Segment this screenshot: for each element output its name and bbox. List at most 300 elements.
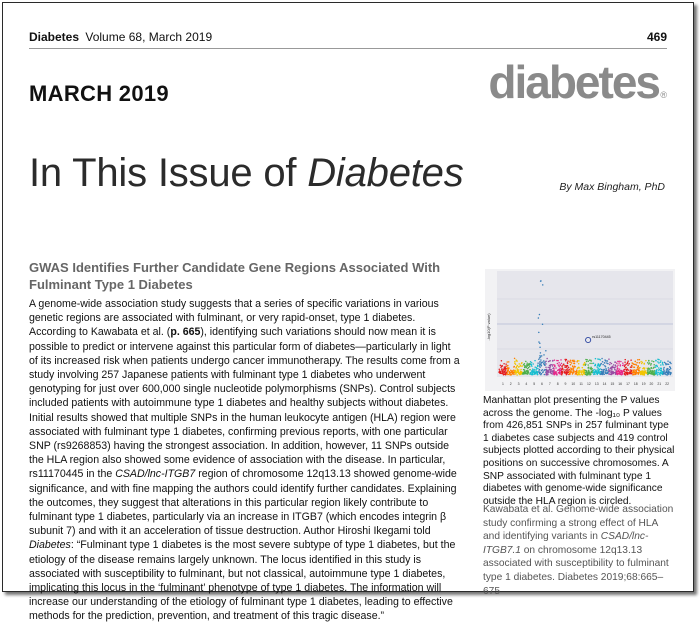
snp-point bbox=[540, 356, 542, 358]
snp-point bbox=[537, 374, 539, 376]
snp-point bbox=[616, 366, 618, 368]
snp-point bbox=[554, 364, 556, 366]
snp-point bbox=[670, 362, 672, 364]
snp-point bbox=[581, 370, 583, 372]
snp-point bbox=[648, 360, 650, 362]
snp-point bbox=[574, 366, 576, 368]
snp-point bbox=[644, 367, 646, 369]
snp-point bbox=[518, 363, 520, 365]
snp-point bbox=[647, 369, 649, 371]
snp-point bbox=[524, 366, 526, 368]
snp-point bbox=[570, 369, 572, 371]
snp-point bbox=[634, 369, 636, 371]
x-tick-label: 21 bbox=[657, 382, 662, 386]
snp-point bbox=[662, 362, 664, 364]
x-tick-label: 3 bbox=[517, 382, 520, 386]
snp-point bbox=[552, 360, 554, 362]
x-tick-label: 6 bbox=[541, 382, 543, 386]
body-part-2: ), identifying such variations should now mean it is possible to predict or intervene against this particular form of diabetes—particularly in light of its increased risk when patients undergo cancer immunotherapy. The results come from a study involving 257 Japanese patients with fulminant type 1 diabetes who underwent genotyping for just over 600,000 single nucleotide polymorphisms (SNPs). Control subjects included patients with autoimmune type 1 diabetes and healthy subjects without diabetes. Initial results showed that multiple SNPs in the human leukocyte antigen (HLA) region were associated with fulminant type 1 diabetes, confirming previous reports, with one particular SNP (rs9268853) having the strongest association. In addition, however, 11 SNPs outside the HLA region also showed some evidence of association with the disease. In particular, rs11170445 in the bbox=[29, 326, 460, 481]
snp-point bbox=[624, 361, 626, 363]
snp-point bbox=[534, 370, 536, 372]
snp-point bbox=[648, 363, 650, 365]
snp-point bbox=[543, 360, 545, 362]
snp-point bbox=[567, 362, 569, 364]
snp-point bbox=[608, 369, 610, 371]
x-tick-label: 13 bbox=[594, 382, 599, 386]
snp-point bbox=[590, 368, 592, 370]
snp-point bbox=[514, 358, 516, 360]
snp-point bbox=[543, 354, 545, 356]
snp-point bbox=[575, 373, 577, 375]
snp-point bbox=[504, 373, 506, 375]
snp-point bbox=[670, 372, 672, 374]
snp-point bbox=[597, 366, 599, 368]
snp-point bbox=[530, 373, 532, 375]
snp-point bbox=[561, 374, 563, 376]
snp-point bbox=[566, 369, 568, 371]
snp-point bbox=[658, 373, 660, 375]
snp-point bbox=[558, 366, 560, 368]
snp-point bbox=[545, 372, 547, 374]
snp-point bbox=[579, 371, 581, 373]
snp-point bbox=[653, 370, 655, 372]
snp-point bbox=[542, 284, 544, 286]
snp-point bbox=[533, 363, 535, 365]
snp-point bbox=[655, 365, 657, 367]
snp-point bbox=[623, 371, 625, 373]
snp-point bbox=[503, 369, 505, 371]
page-title bbox=[29, 151, 464, 196]
x-tick-label: 22 bbox=[665, 382, 669, 386]
snp-point bbox=[655, 372, 657, 374]
snp-point bbox=[544, 374, 546, 376]
snp-point bbox=[567, 360, 569, 362]
snp-point bbox=[539, 343, 541, 345]
snp-point bbox=[540, 364, 542, 366]
snp-point bbox=[624, 364, 626, 366]
snp-point bbox=[641, 363, 643, 365]
snp-point bbox=[602, 364, 604, 366]
snp-point bbox=[655, 366, 657, 368]
snp-point bbox=[535, 369, 537, 371]
snp-point bbox=[627, 372, 629, 374]
snp-point bbox=[510, 374, 512, 376]
snp-point bbox=[569, 361, 571, 363]
snp-point bbox=[616, 372, 618, 374]
snp-point bbox=[660, 364, 662, 366]
snp-point bbox=[564, 359, 566, 361]
snp-point bbox=[539, 361, 541, 363]
snp-point bbox=[618, 370, 620, 372]
snp-point bbox=[626, 372, 628, 374]
snp-point bbox=[521, 363, 523, 365]
body-part-3: region of chromosome 12q13.13 showed genome-wide significance, and with fine mapping the authors could identify further candidates. Explaining the outcomes, they suggest that alterations in this particular region likely contribute to fulminant type 1 diabetes, particularly via an increase in ITGB7 (which encodes integrin β subunit 7) and with it an acceleration of tissue destruction. Author Hiroshi Ikegami told bbox=[29, 468, 457, 538]
snp-point bbox=[653, 364, 655, 366]
snp-point bbox=[660, 370, 662, 372]
snp-point bbox=[552, 373, 554, 375]
snp-point bbox=[553, 373, 555, 375]
snp-point bbox=[658, 369, 660, 371]
snp-point bbox=[514, 366, 516, 368]
snp-point bbox=[514, 361, 516, 363]
snp-point bbox=[592, 372, 594, 374]
snp-point bbox=[535, 370, 537, 372]
snp-point bbox=[511, 371, 513, 373]
snp-point bbox=[542, 324, 544, 326]
snp-point bbox=[608, 373, 610, 375]
journal-logo: diabetes bbox=[488, 56, 659, 108]
x-tick-label: 9 bbox=[564, 382, 567, 386]
snp-point bbox=[503, 363, 505, 365]
snp-point bbox=[585, 365, 587, 367]
snp-point bbox=[663, 372, 665, 374]
snp-point bbox=[585, 359, 587, 361]
snp-point bbox=[591, 363, 593, 365]
snp-point bbox=[540, 359, 542, 361]
snp-point bbox=[635, 361, 637, 363]
snp-point bbox=[582, 367, 584, 369]
snp-point bbox=[663, 368, 665, 370]
header-divider bbox=[29, 48, 667, 49]
snp-point bbox=[644, 372, 646, 374]
page bbox=[2, 2, 694, 623]
snp-point bbox=[541, 355, 543, 357]
snp-point bbox=[500, 371, 502, 373]
snp-point bbox=[619, 372, 621, 374]
snp-point bbox=[532, 368, 534, 370]
snp-point bbox=[633, 366, 635, 368]
snp-point bbox=[588, 369, 590, 371]
snp-point bbox=[618, 362, 620, 364]
snp-point bbox=[525, 361, 527, 363]
snp-point bbox=[620, 361, 622, 363]
snp-point bbox=[582, 374, 584, 376]
snp-point bbox=[499, 372, 501, 374]
body-part-1: A genome-wide association study suggests that a series of specific variations in various genetic regions are associated with fulminant, or very rapid-onset, type 1 diabetes. According to Kawabata et al. ( bbox=[29, 298, 439, 339]
snp-point bbox=[622, 373, 624, 375]
page-number: 469 bbox=[646, 30, 667, 44]
snp-point bbox=[584, 372, 586, 374]
snp-point bbox=[564, 372, 566, 374]
y-axis-label: -log10(P value) bbox=[486, 313, 491, 341]
snp-point bbox=[573, 359, 575, 361]
snp-point bbox=[563, 363, 565, 365]
snp-point bbox=[607, 363, 609, 365]
article-title: GWAS Identifies Further Candidate Gene Regions Associated With Fulminant Type 1 Diabetes bbox=[29, 260, 441, 292]
snp-point bbox=[522, 365, 524, 367]
snp-point bbox=[553, 368, 555, 370]
snp-point bbox=[540, 280, 542, 282]
snp-point bbox=[651, 370, 653, 372]
snp-point bbox=[655, 360, 657, 362]
snp-point bbox=[655, 370, 657, 372]
snp-point bbox=[617, 361, 619, 363]
snp-point bbox=[667, 360, 669, 362]
snp-point bbox=[651, 360, 653, 362]
snp-point bbox=[523, 373, 525, 375]
snp-point bbox=[594, 373, 596, 375]
snp-point bbox=[541, 370, 543, 372]
snp-point bbox=[507, 365, 509, 367]
snp-point bbox=[662, 364, 664, 366]
snp-point bbox=[627, 368, 629, 370]
snp-point bbox=[549, 368, 551, 370]
snp-point bbox=[625, 372, 627, 374]
snp-point bbox=[628, 369, 630, 371]
snp-point bbox=[561, 363, 563, 365]
snp-point bbox=[650, 372, 652, 374]
snp-point bbox=[651, 367, 653, 369]
snp-point bbox=[661, 368, 663, 370]
snp-point bbox=[508, 361, 510, 363]
snp-point bbox=[499, 369, 501, 371]
snp-point bbox=[538, 317, 540, 319]
volume-info: Volume 68, March 2019 bbox=[85, 30, 213, 44]
snp-point bbox=[620, 364, 622, 366]
snp-point bbox=[653, 373, 655, 375]
snp-point bbox=[565, 372, 567, 374]
snp-point bbox=[560, 359, 562, 361]
snp-point bbox=[532, 373, 534, 375]
snp-point bbox=[545, 367, 547, 369]
snp-point bbox=[558, 364, 560, 366]
snp-point bbox=[520, 364, 522, 366]
page-reference-link[interactable]: p. 665 bbox=[170, 326, 201, 339]
snp-point bbox=[567, 370, 569, 372]
snp-point bbox=[639, 362, 641, 364]
snp-point bbox=[545, 360, 547, 362]
snp-point bbox=[508, 374, 510, 376]
snp-point bbox=[523, 371, 525, 373]
snp-point bbox=[640, 361, 642, 363]
x-tick-label: 11 bbox=[579, 382, 583, 386]
snp-point bbox=[667, 363, 669, 365]
snp-point bbox=[516, 374, 518, 376]
snp-point bbox=[605, 360, 607, 362]
snp-point bbox=[640, 371, 642, 373]
snp-point bbox=[546, 374, 548, 376]
snp-point bbox=[578, 363, 580, 365]
snp-point bbox=[667, 368, 669, 370]
x-tick-label: 18 bbox=[633, 382, 638, 386]
snp-point bbox=[541, 362, 543, 364]
snp-point bbox=[531, 365, 533, 367]
snp-point bbox=[614, 372, 616, 374]
snp-point bbox=[564, 366, 566, 368]
snp-point bbox=[528, 372, 530, 374]
snp-point bbox=[519, 374, 521, 376]
x-tick-label: 4 bbox=[525, 382, 528, 386]
snp-point bbox=[601, 358, 603, 360]
snp-point bbox=[522, 373, 524, 375]
snp-point bbox=[517, 365, 519, 367]
snp-point bbox=[559, 373, 561, 375]
snp-point bbox=[602, 361, 604, 363]
snp-point bbox=[664, 370, 666, 372]
snp-point bbox=[639, 359, 641, 361]
snp-point bbox=[648, 373, 650, 375]
snp-point bbox=[596, 370, 598, 372]
snp-point bbox=[608, 367, 610, 369]
snp-point bbox=[554, 359, 556, 361]
x-tick-label: 16 bbox=[618, 382, 623, 386]
snp-point bbox=[658, 362, 660, 364]
snp-point bbox=[577, 360, 579, 362]
snp-point bbox=[586, 370, 588, 372]
snp-point bbox=[559, 368, 561, 370]
snp-point bbox=[555, 367, 557, 369]
snp-point bbox=[564, 365, 566, 367]
snp-point bbox=[604, 362, 606, 364]
snp-point bbox=[513, 372, 515, 374]
snp-point bbox=[517, 370, 519, 372]
snp-point bbox=[660, 374, 662, 376]
reference-part-2: on chromosome 12q13.13 associated with susceptibility to fulminant type 1 diabetes. Diabetes 2019;68:665–675 bbox=[483, 544, 669, 597]
snp-point bbox=[505, 363, 507, 365]
snp-point bbox=[539, 314, 541, 316]
snp-point bbox=[604, 374, 606, 376]
x-tick-label: 5 bbox=[533, 382, 536, 386]
x-tick-label: 2 bbox=[509, 382, 512, 386]
snp-point bbox=[650, 364, 652, 366]
snp-point bbox=[603, 369, 605, 371]
snp-point bbox=[611, 367, 613, 369]
snp-point bbox=[622, 365, 624, 367]
snp-point bbox=[559, 370, 561, 372]
snp-point bbox=[667, 369, 669, 371]
highlighted-snp-label: rs11170445 bbox=[592, 335, 611, 339]
snp-point bbox=[581, 372, 583, 374]
snp-point bbox=[567, 365, 569, 367]
snp-point bbox=[539, 372, 541, 374]
snp-point bbox=[570, 367, 572, 369]
snp-point bbox=[515, 364, 517, 366]
snp-point bbox=[627, 364, 629, 366]
snp-point bbox=[526, 370, 528, 372]
snp-point bbox=[505, 369, 507, 371]
snp-point bbox=[588, 372, 590, 374]
snp-point bbox=[561, 365, 563, 367]
snp-point bbox=[605, 366, 607, 368]
snp-point bbox=[642, 370, 644, 372]
snp-point bbox=[663, 367, 665, 369]
snp-point bbox=[647, 362, 649, 364]
snp-point bbox=[657, 372, 659, 374]
snp-point bbox=[562, 371, 564, 373]
x-tick-label: 10 bbox=[571, 382, 576, 386]
snp-point bbox=[595, 358, 597, 360]
article-body bbox=[29, 297, 461, 624]
snp-point bbox=[547, 372, 549, 374]
snp-point bbox=[570, 364, 572, 366]
snp-point bbox=[501, 365, 503, 367]
snp-point bbox=[546, 358, 548, 360]
snp-point bbox=[600, 364, 602, 366]
snp-point bbox=[635, 369, 637, 371]
snp-point bbox=[526, 367, 528, 369]
snp-point bbox=[667, 372, 669, 374]
snp-point bbox=[562, 369, 564, 371]
snp-point bbox=[606, 370, 608, 372]
snp-point bbox=[515, 372, 517, 374]
snp-point bbox=[566, 374, 568, 376]
snp-point bbox=[568, 367, 570, 369]
snp-point bbox=[506, 373, 508, 375]
snp-point bbox=[605, 372, 607, 374]
snp-point bbox=[516, 360, 518, 362]
snp-point bbox=[539, 362, 541, 364]
snp-point bbox=[637, 359, 639, 361]
snp-point bbox=[627, 362, 629, 364]
snp-point bbox=[533, 372, 535, 374]
snp-point bbox=[611, 369, 613, 371]
snp-point bbox=[539, 366, 541, 368]
x-tick-label: 19 bbox=[641, 382, 646, 386]
snp-point bbox=[593, 369, 595, 371]
snp-point bbox=[586, 373, 588, 375]
x-tick-label: 20 bbox=[649, 382, 654, 386]
snp-point bbox=[613, 364, 615, 366]
snp-point bbox=[650, 363, 652, 365]
snp-point bbox=[619, 368, 621, 370]
snp-point bbox=[549, 365, 551, 367]
snp-point bbox=[561, 368, 563, 370]
snp-point bbox=[544, 364, 546, 366]
snp-point bbox=[516, 367, 518, 369]
snp-point bbox=[547, 367, 549, 369]
snp-point bbox=[585, 374, 587, 376]
snp-point bbox=[583, 371, 585, 373]
snp-point bbox=[670, 374, 672, 376]
body-part-4: : “Fulminant type 1 diabetes is the most severe subtype of type 1 diabetes, but the etiology of the disease remains largely unknown. The locus identified in this study is associated with susceptibility to fulminant, but not classical, autoimmune type 1 diabetes, implicating this locus in the ‘fulminant’ phenotype of type 1 diabetes. The information will increase our understanding of the etiology of fulminant type 1 diabetes, leading to effective methods for the prediction, prevention, and treatment of this tragic disease.” bbox=[29, 539, 456, 623]
snp-point bbox=[660, 360, 662, 362]
snp-point bbox=[670, 368, 672, 370]
snp-point bbox=[542, 371, 544, 373]
figure-caption: Manhattan plot presenting the P values across the genome. The -log₁₀ P values from 426,851 SNPs in 257 fulminant type 1 diabetes case subjects and 419 control subjects plotted according to their physical positions on successive chromosomes. A SNP associated with fulminant type 1 diabetes with genome-wide significance outside the HLA region is circled. bbox=[483, 395, 675, 507]
snp-point bbox=[642, 373, 644, 375]
snp-point bbox=[541, 373, 543, 375]
snp-point bbox=[554, 374, 556, 376]
snp-point bbox=[643, 363, 645, 365]
snp-point bbox=[599, 372, 601, 374]
snp-point bbox=[538, 359, 540, 361]
snp-point bbox=[548, 370, 550, 372]
snp-point bbox=[526, 373, 528, 375]
snp-point bbox=[597, 358, 599, 360]
snp-point bbox=[636, 364, 638, 366]
snp-point bbox=[638, 368, 640, 370]
snp-point bbox=[570, 371, 572, 373]
title-prefix: In This Issue of bbox=[29, 151, 308, 195]
snp-point bbox=[569, 373, 571, 375]
snp-point bbox=[637, 367, 639, 369]
gene-name: CSAD/lnc-ITGB7 bbox=[115, 468, 196, 481]
snp-point bbox=[593, 363, 595, 365]
snp-point bbox=[611, 363, 613, 365]
registered-mark: ® bbox=[660, 90, 667, 100]
snp-point bbox=[501, 369, 503, 371]
snp-point bbox=[625, 367, 627, 369]
snp-point bbox=[588, 366, 590, 368]
snp-point bbox=[612, 365, 614, 367]
snp-point bbox=[573, 362, 575, 364]
snp-point bbox=[645, 370, 647, 372]
snp-point bbox=[653, 366, 655, 368]
snp-point bbox=[505, 367, 507, 369]
snp-point bbox=[607, 372, 609, 374]
snp-point bbox=[628, 363, 630, 365]
snp-point bbox=[638, 370, 640, 372]
